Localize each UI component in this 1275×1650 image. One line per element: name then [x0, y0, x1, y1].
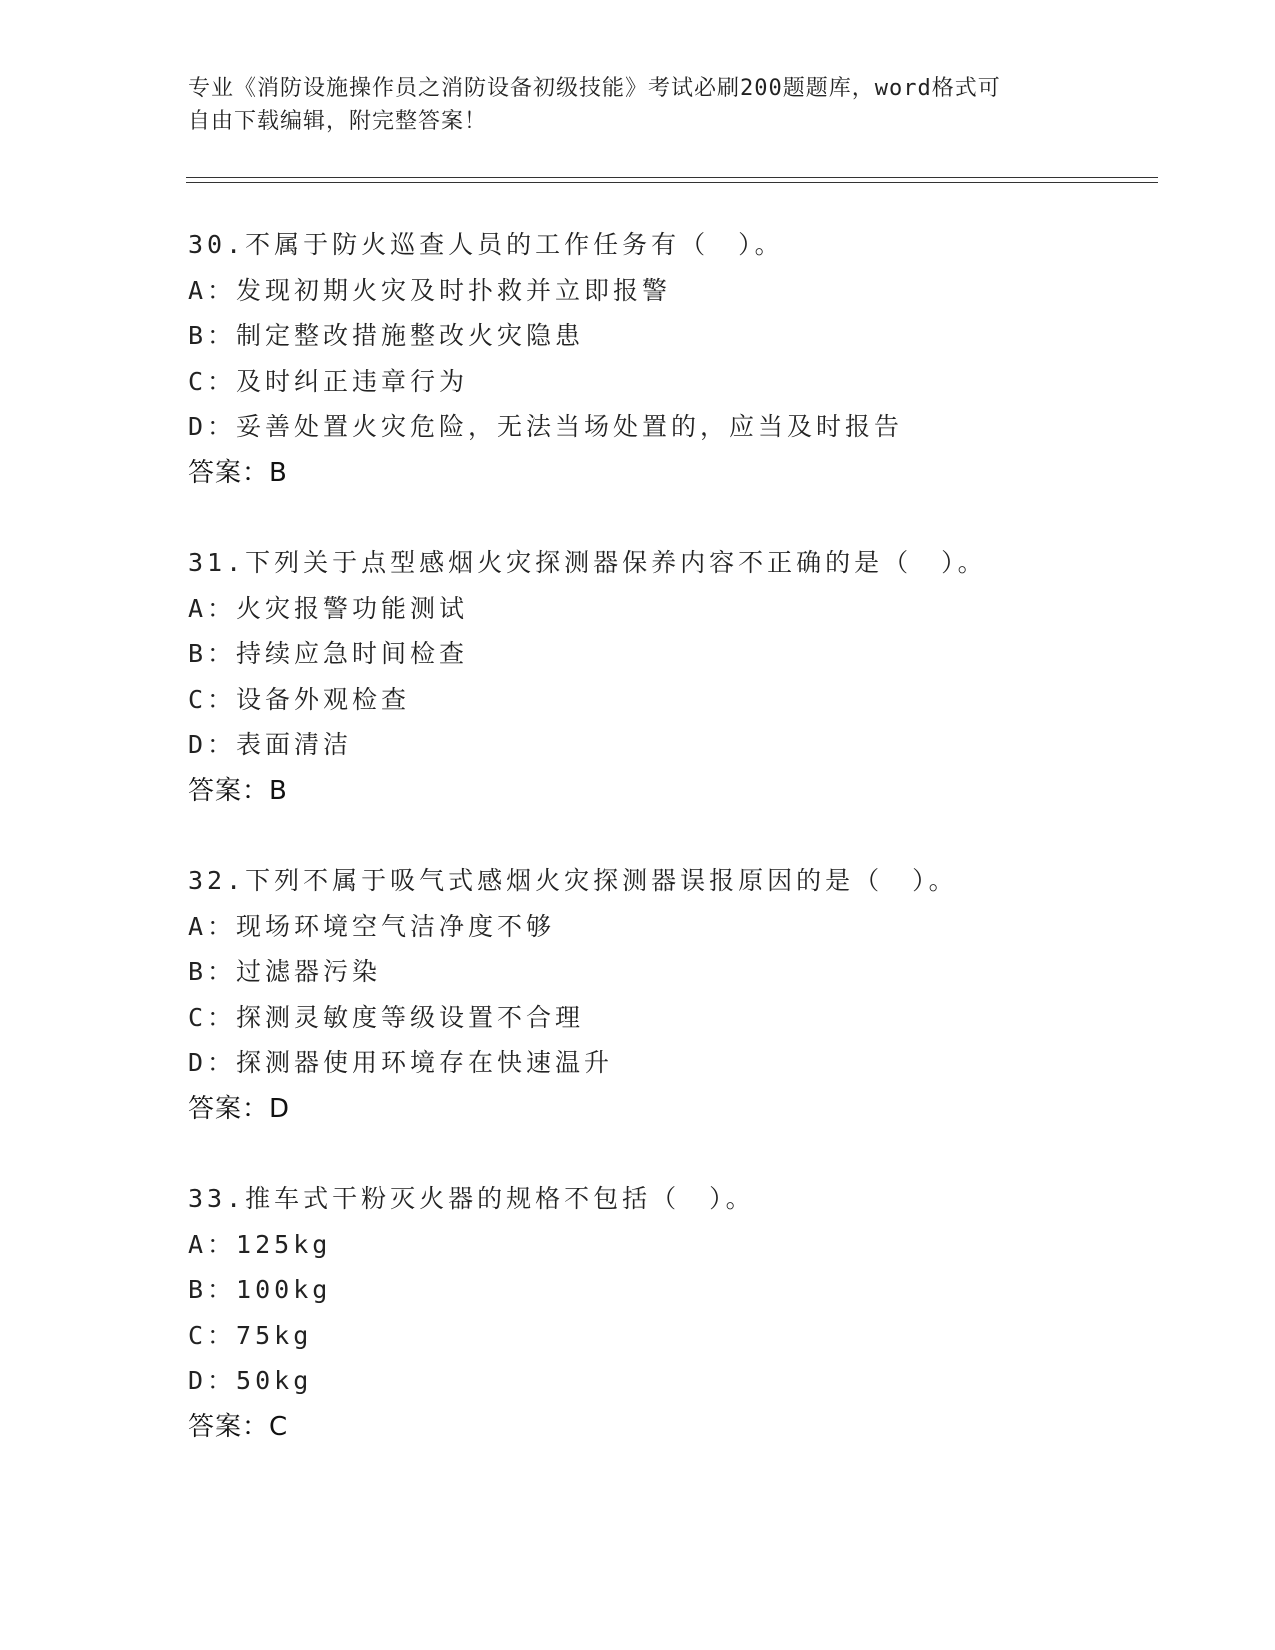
document-header: [188, 72, 1088, 138]
option-c: C：及时纠正违章行为: [188, 366, 469, 396]
option-a: A：火灾报警功能测试: [188, 593, 469, 623]
option-d: D：表面清洁: [188, 730, 353, 759]
option-c: C：75kg: [188, 1320, 313, 1350]
header-line-1: 专业《消防设施操作员之消防设备初级技能》考试必刷200题题库，word格式可: [188, 76, 1001, 101]
option-c: C：探测灵敏度等级设置不合理: [188, 1002, 585, 1032]
question-block: [188, 540, 1148, 814]
answer-line: 答案：B: [188, 457, 288, 488]
answer-line: 答案：D: [188, 1093, 291, 1124]
question-block: [188, 858, 1148, 1132]
option-d: D：妥善处置火灾危险，无法当场处置的，应当及时报告: [188, 412, 904, 441]
option-b: B：持续应急时间检查: [188, 639, 469, 668]
option-a: A：现场环境空气洁净度不够: [188, 911, 556, 941]
option-d: D：探测器使用环境存在快速温升: [188, 1048, 614, 1077]
answer-line: 答案：B: [188, 775, 288, 806]
option-b: B：过滤器污染: [188, 957, 382, 986]
option-d: D：50kg: [188, 1366, 313, 1395]
option-b: B：100kg: [188, 1275, 332, 1304]
option-a: A：发现初期火灾及时扑救并立即报警: [188, 275, 672, 305]
option-a: A：125kg: [188, 1229, 332, 1259]
question-block: [188, 222, 1148, 496]
question-block: [188, 1176, 1148, 1450]
answer-line: 答案：C: [188, 1411, 289, 1442]
question-stem: 32.下列不属于吸气式感烟火灾探测器误报原因的是（ ）。: [188, 866, 958, 895]
option-b: B：制定整改措施整改火灾隐患: [188, 321, 585, 350]
header-divider-bottom: [186, 182, 1158, 183]
header-divider-top: [186, 177, 1158, 178]
question-stem: 30.不属于防火巡查人员的工作任务有（ ）。: [188, 230, 784, 259]
option-c: C：设备外观检查: [188, 684, 411, 714]
question-stem: 31.下列关于点型感烟火灾探测器保养内容不正确的是（ ）。: [188, 548, 987, 577]
header-line-2: 自由下载编辑，附完整答案！: [188, 109, 488, 134]
question-stem: 33.推车式干粉灭火器的规格不包括（ ）。: [188, 1184, 755, 1213]
